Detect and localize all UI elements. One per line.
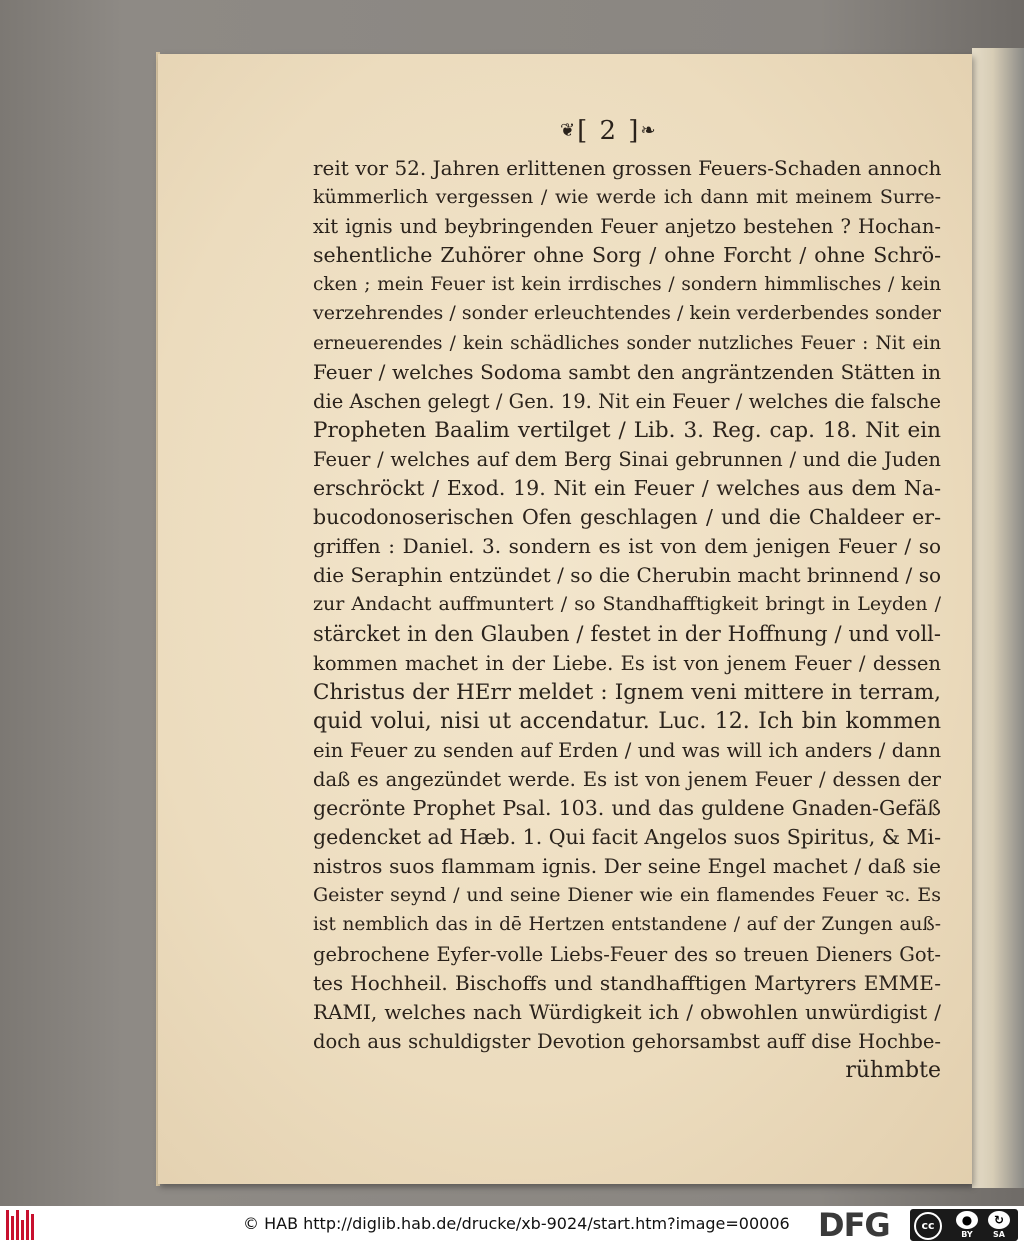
text-line: die Aschen gelegt / Gen. 19. Nit ein Feuer / welches die falsche — [313, 389, 941, 413]
text-line: Christus der HErr meldet : Ignem veni mittere in terram, — [313, 679, 941, 705]
text-line: Feuer / welches Sodoma sambt den angräntzenden Stätten in — [313, 359, 941, 384]
viewer-footer — [0, 1206, 1024, 1244]
by-label: BY — [961, 1230, 973, 1239]
text-line: gecrönte Prophet Psal. 103. und das guldene Gnaden-Gefäß — [313, 796, 941, 821]
text-line: daß es angezündet werde. Es ist von jenem Feuer / dessen der — [313, 767, 941, 791]
text-line: RAMI, welches nach Würdigkeit ich / obwohlen unwürdigist / — [313, 999, 941, 1024]
text-line: cken ; mein Feuer ist kein irrdisches / sondern himmlisches / kein — [313, 274, 941, 296]
text-line: nistros suos flammam ignis. Der seine Engel machet / daß sie — [313, 854, 941, 879]
text-line: gebrochene Eyfer-volle Liebs-Feuer des so treuen Dieners Got- — [313, 942, 941, 966]
text-line: gedencket ad Hæb. 1. Qui facit Angelos suos Spiritus, & Mi- — [313, 825, 942, 850]
ornament-left-icon: ❦ — [560, 120, 578, 141]
text-line: ist nemblich das in dē Hertzen entstandene / auf der Zungen auß- — [313, 914, 941, 936]
cc-icon: cc — [914, 1212, 942, 1240]
text-line: Propheten Baalim vertilget / Lib. 3. Reg. cap. 18. Nit ein — [313, 417, 941, 443]
text-line: reit vor 52. Jahren erlittenen grossen Feuers-Schaden annoch — [313, 156, 942, 180]
ornament-right-icon: ❧ — [640, 120, 658, 141]
text-line: xit ignis und beybringenden Feuer anjetzo bestehen ? Hochan- — [313, 215, 941, 239]
share-alike-icon: ↻ — [988, 1211, 1010, 1229]
text-line: quid volui, nisi ut accendatur. Luc. 12. Ich bin kommen — [313, 708, 941, 734]
text-line: sehentliche Zuhörer ohne Sorg / ohne Forcht / ohne Schrö- — [313, 243, 941, 268]
text-line: ein Feuer zu senden auf Erden / und was will ich anders / dann — [313, 738, 941, 762]
text-line: verzehrendes / sonder erleuchtendes / kein verderbendes sonder — [313, 302, 941, 325]
text-line: griffen : Daniel. 3. sondern es ist von dem jenigen Feuer / so — [313, 534, 941, 559]
dfg-logo: DFG — [818, 1206, 890, 1244]
attribution-link[interactable]: © HAB http://diglib.hab.de/drucke/xb-9024/start.htm?image=00006 — [243, 1214, 790, 1233]
text-line: erneuerendes / kein schädliches sonder nutzliches Feuer : Nit ein — [313, 332, 941, 354]
body-text — [313, 154, 941, 1085]
catchword: rühmbte — [845, 1057, 941, 1083]
text-line: zur Andacht auffmuntert / so Standhafftigkeit bringt in Leyden / — [313, 593, 941, 616]
text-line: erschröckt / Exod. 19. Nit ein Feuer / welches aus dem Na- — [313, 476, 941, 501]
page-number-label: [ 2 ] — [577, 116, 641, 146]
page-number — [560, 116, 658, 146]
library-logo-icon — [6, 1210, 38, 1240]
cc-license-badge[interactable] — [910, 1209, 1018, 1241]
text-line: stärcket in den Glauben / festet in der Hoffnung / und voll- — [313, 621, 941, 646]
text-line: kümmerlich vergessen / wie werde ich dann mit meinem Surre- — [313, 186, 941, 209]
sa-label: SA — [993, 1230, 1005, 1239]
binding-board — [972, 48, 1024, 1188]
text-line: Feuer / welches auf dem Berg Sinai gebrunnen / und die Juden — [313, 447, 941, 471]
text-line: doch aus schuldigster Devotion gehorsambst auff dise Hochbe- — [313, 1029, 941, 1053]
text-line: tes Hochheil. Bischoffs und standhafftigen Martyrers EMME- — [313, 970, 941, 995]
text-line: Geister seynd / und seine Diener wie ein flamendes Feuer ꝛc. Es — [313, 884, 941, 907]
attribution-icon: ● — [956, 1211, 978, 1229]
text-line: kommen machet in der Liebe. Es ist von jenem Feuer / dessen — [313, 651, 941, 675]
text-line: bucodonoserischen Ofen geschlagen / und die Chaldeer er- — [313, 505, 941, 530]
text-line: die Seraphin entzündet / so die Cherubin macht brinnend / so — [313, 563, 941, 588]
